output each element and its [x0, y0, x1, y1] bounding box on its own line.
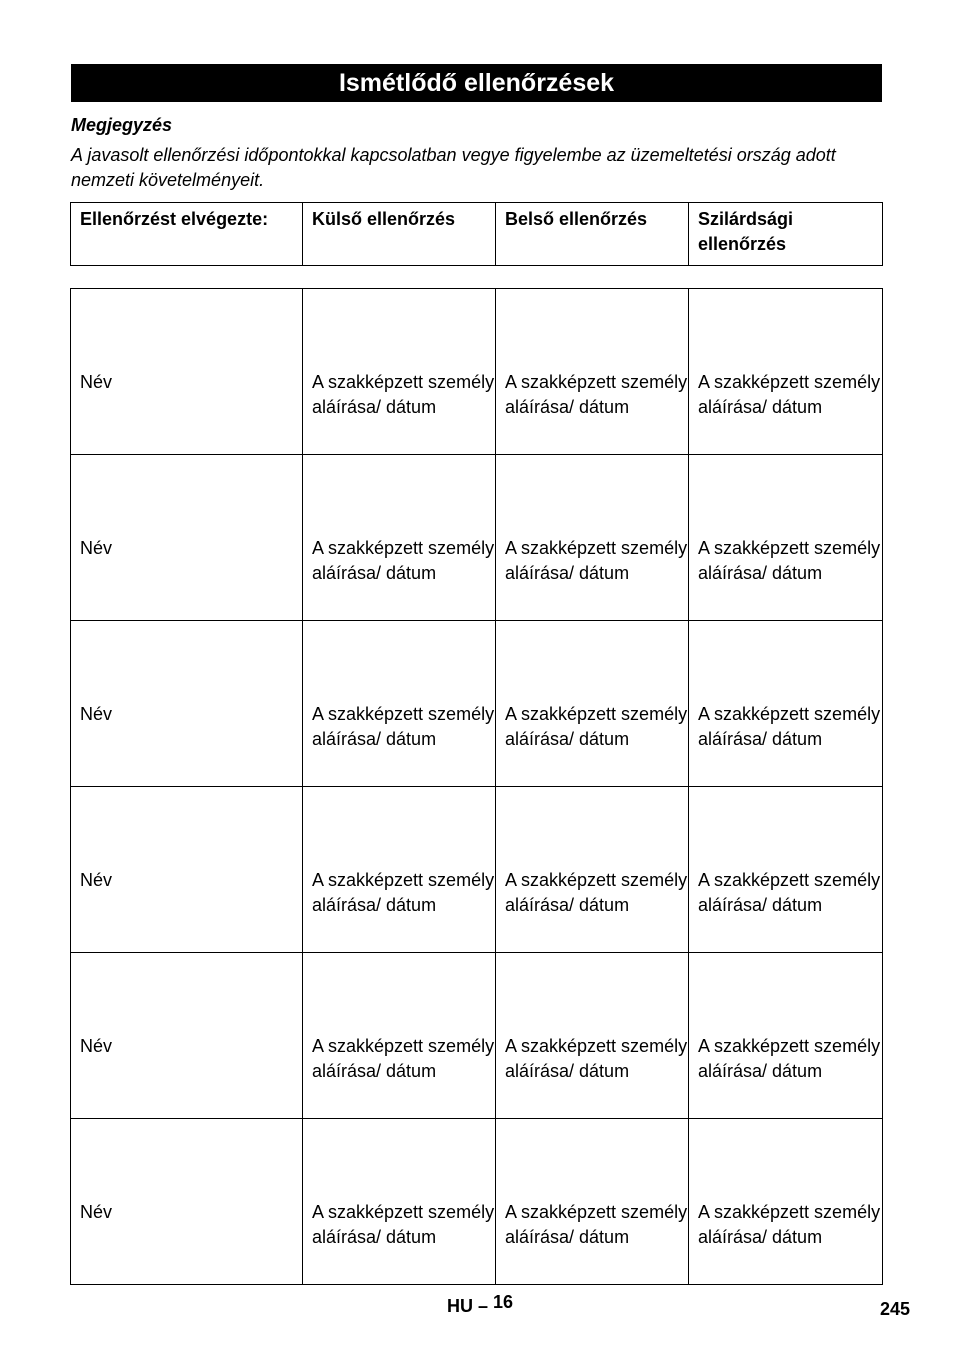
table-row [71, 787, 883, 953]
note-heading: Megjegyzés [71, 115, 173, 135]
signature-cell: A szakképzett személy aláírása/ dátum [496, 289, 689, 455]
page-title: Ismétlődő ellenőrzések [71, 64, 882, 102]
signature-cell: A szakképzett személy aláírása/ dátum [303, 289, 496, 455]
signature-cell: A szakképzett személy aláírása/ dátum [496, 953, 689, 1119]
signature-cell: A szakképzett személy aláírása/ dátum [496, 455, 689, 621]
name-cell: Név [71, 1119, 303, 1285]
signature-cell: A szakképzett személy aláírása/ dátum [496, 787, 689, 953]
signature-cell: A szakképzett személy aláírása/ dátum [303, 455, 496, 621]
signature-cell: A szakképzett személy aláírása/ dátum [689, 621, 883, 787]
footer-language-code: HU – [447, 1296, 489, 1316]
header-external-inspection: Külső ellenőrzés [303, 203, 496, 266]
name-cell: Név [71, 455, 303, 621]
footer-section-number: 16 [493, 1292, 514, 1312]
footer-section-page [447, 1292, 514, 1317]
inspection-header-table [70, 202, 883, 266]
signature-cell: A szakképzett személy aláírása/ dátum [496, 621, 689, 787]
table-row [71, 1119, 883, 1285]
header-internal-inspection: Belső ellenőrzés [496, 203, 689, 266]
signature-cell: A szakképzett személy aláírása/ dátum [303, 953, 496, 1119]
header-row [71, 203, 883, 266]
table-row [71, 455, 883, 621]
header-strength-test: Szilárdsági ellenőrzés [689, 203, 883, 266]
signature-cell: A szakképzett személy aláírása/ dátum [689, 787, 883, 953]
signature-cell: A szakképzett személy aláírása/ dátum [303, 787, 496, 953]
name-cell: Név [71, 953, 303, 1119]
signature-cell: A szakképzett személy aláírása/ dátum [689, 953, 883, 1119]
header-inspected-by: Ellenőrzést elvégezte: [71, 203, 303, 266]
signature-cell: A szakképzett személy aláírása/ dátum [303, 621, 496, 787]
inspection-records-table [70, 288, 883, 1285]
table-row [71, 621, 883, 787]
signature-cell: A szakképzett személy aláírása/ dátum [689, 1119, 883, 1285]
table-row [71, 289, 883, 455]
name-cell: Név [71, 621, 303, 787]
signature-cell: A szakképzett személy aláírása/ dátum [496, 1119, 689, 1285]
name-cell: Név [71, 787, 303, 953]
table-row [71, 953, 883, 1119]
signature-cell: A szakképzett személy aláírása/ dátum [689, 289, 883, 455]
name-cell: Név [71, 289, 303, 455]
signature-cell: A szakképzett személy aláírása/ dátum [689, 455, 883, 621]
signature-cell: A szakképzett személy aláírása/ dátum [303, 1119, 496, 1285]
footer-page-number: 245 [880, 1299, 911, 1319]
note-text: A javasolt ellenőrzési időpontokkal kapcsolatban vegye figyelembe az üzemeltetési ország adott nemzeti követelményeit. [71, 145, 836, 190]
